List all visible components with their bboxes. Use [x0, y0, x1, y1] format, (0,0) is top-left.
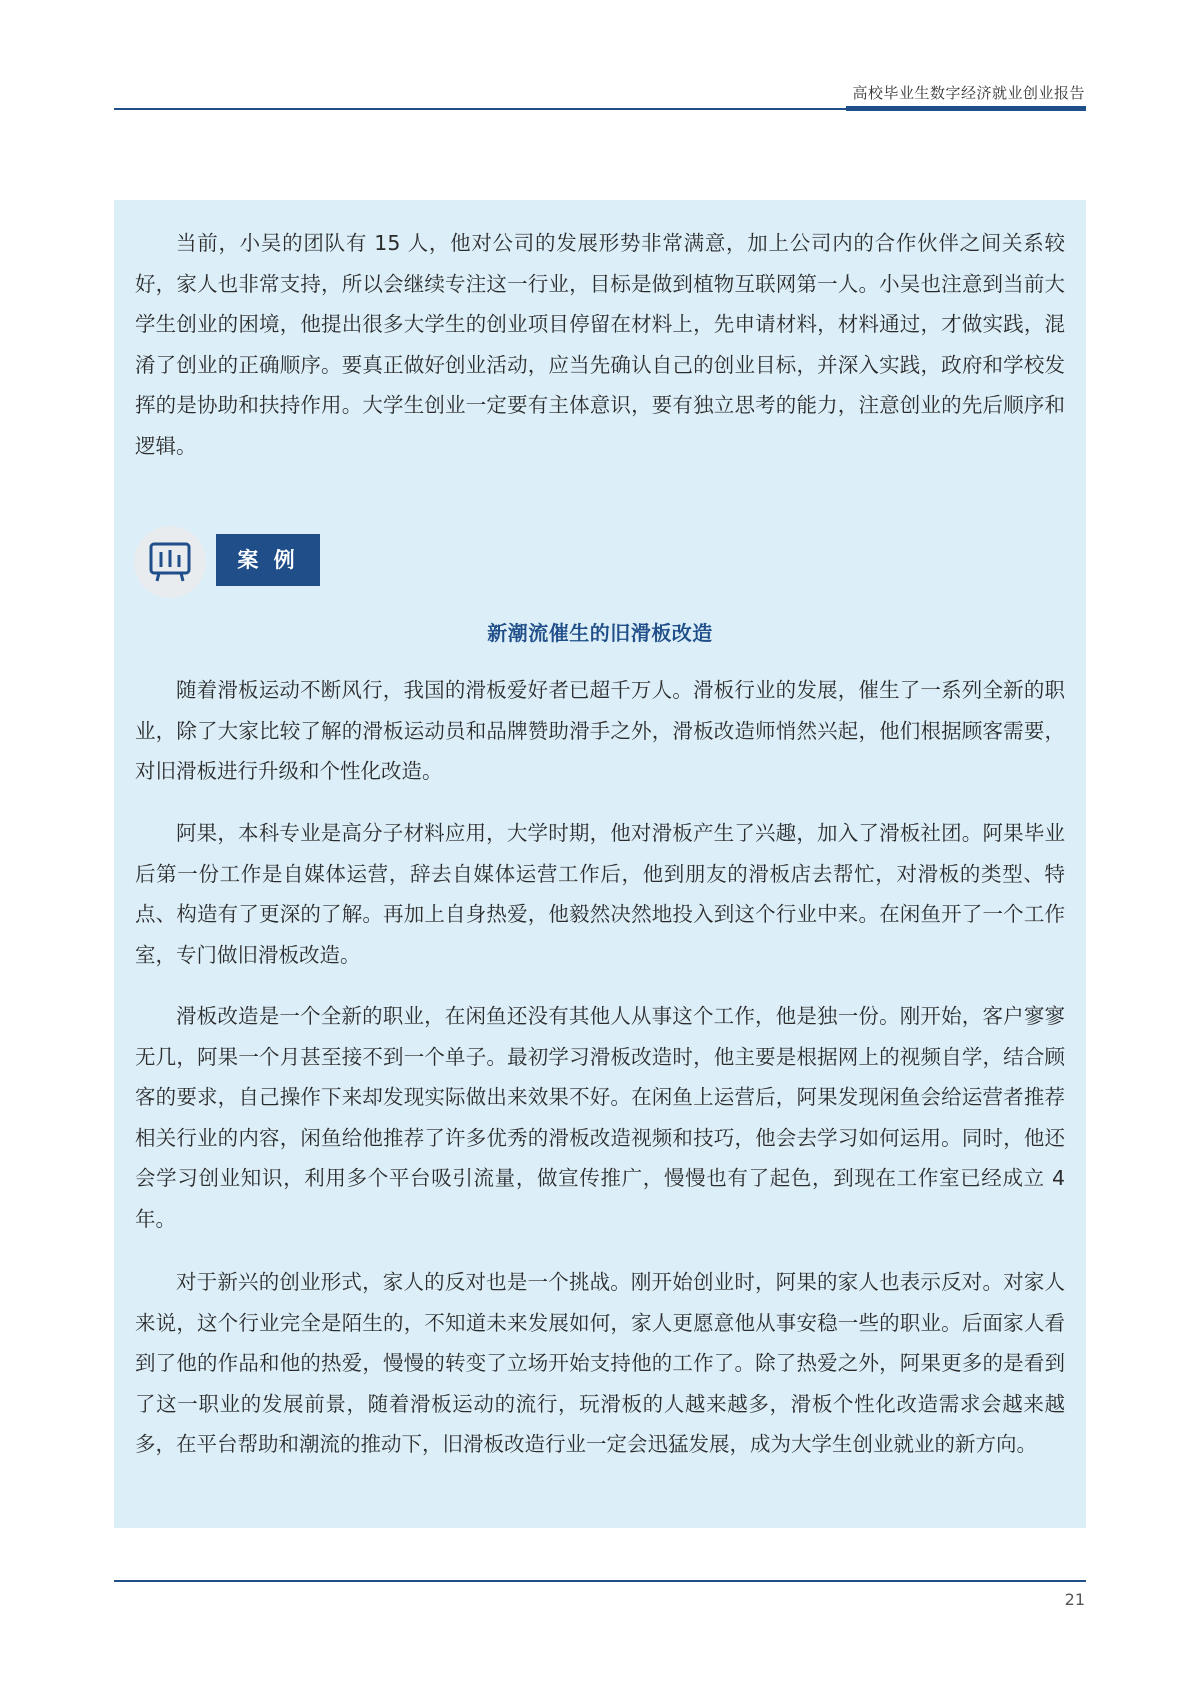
- header-divider-accent: [846, 106, 1086, 111]
- case-paragraph-2: 阿果，本科专业是高分子材料应用，大学时期，他对滑板产生了兴趣，加入了滑板社团。阿果毕业后第一份工作是自媒体运营，辞去自媒体运营工作后，他到朋友的滑板店去帮忙，对滑板的类型、特点、构造有了更深的了解。再加上自身热爱，他毅然决然地投入到这个行业中来。在闲鱼开了一个工作室，专门做旧滑板改造。: [135, 821, 1065, 967]
- header-title: 高校毕业生数字经济就业创业报告: [852, 84, 1085, 102]
- case-paragraph-1: 随着滑板运动不断风行，我国的滑板爱好者已超千万人。滑板行业的发展，催生了一系列全新的职业，除了大家比较了解的滑板运动员和品牌赞助滑手之外，滑板改造师悄然兴起，他们根据顾客需要，对旧滑板进行升级和个性化改造。: [135, 678, 1065, 783]
- case-paragraph-3: 滑板改造是一个全新的职业，在闲鱼还没有其他人从事这个工作，他是独一份。刚开始，客户寥寥无几，阿果一个月甚至接不到一个单子。最初学习滑板改造时，他主要是根据网上的视频自学，结合顾客的要求，自己操作下来却发现实际做出来效果不好。在闲鱼上运营后，阿果发现闲鱼会给运营者推荐相关行业的内容，闲鱼给他推荐了许多优秀的滑板改造视频和技巧，他会去学习如何运用。同时，他还会学习创业知识，利用多个平台吸引流量，做宣传推广，慢慢也有了起色，到现在工作室已经成立 4 年。: [135, 1004, 1065, 1231]
- intro-paragraph: 当前，小吴的团队有 15 人，他对公司的发展形势非常满意，加上公司内的合作伙伴之间关系较好，家人也非常支持，所以会继续专注这一行业，目标是做到植物互联网第一人。小吴也注意到当前大学生创业的困境，他提出很多大学生的创业项目停留在材料上，先申请材料，材料通过，才做实践，混淆了创业的正确顺序。要真正做好创业活动，应当先确认自己的创业目标，并深入实践，政府和学校发挥的是协助和扶持作用。大学生创业一定要有主体意识，要有独立思考的能力，注意创业的先后顺序和逻辑。: [135, 231, 1065, 458]
- case-icon-badge: [134, 526, 206, 598]
- case-paragraph-4: 对于新兴的创业形式，家人的反对也是一个挑战。刚开始创业时，阿果的家人也表示反对。对家人来说，这个行业完全是陌生的，不知道未来发展如何，家人更愿意他从事安稳一些的职业。后面家人看到了他的作品和他的热爱，慢慢的转变了立场开始支持他的工作了。除了热爱之外，阿果更多的是看到了这一职业的发展前景，随着滑板运动的流行，玩滑板的人越来越多，滑板个性化改造需求会越来越多，在平台帮助和潮流的推动下，旧滑板改造行业一定会迅猛发展，成为大学生创业就业的新方向。: [135, 1270, 1065, 1456]
- footer-divider: [114, 1580, 1086, 1582]
- page-number: 21: [1064, 1590, 1085, 1609]
- case-title: 新潮流催生的旧滑板改造: [487, 621, 713, 645]
- case-label-tag: 案 例: [216, 534, 320, 586]
- chart-board-icon: [147, 539, 193, 585]
